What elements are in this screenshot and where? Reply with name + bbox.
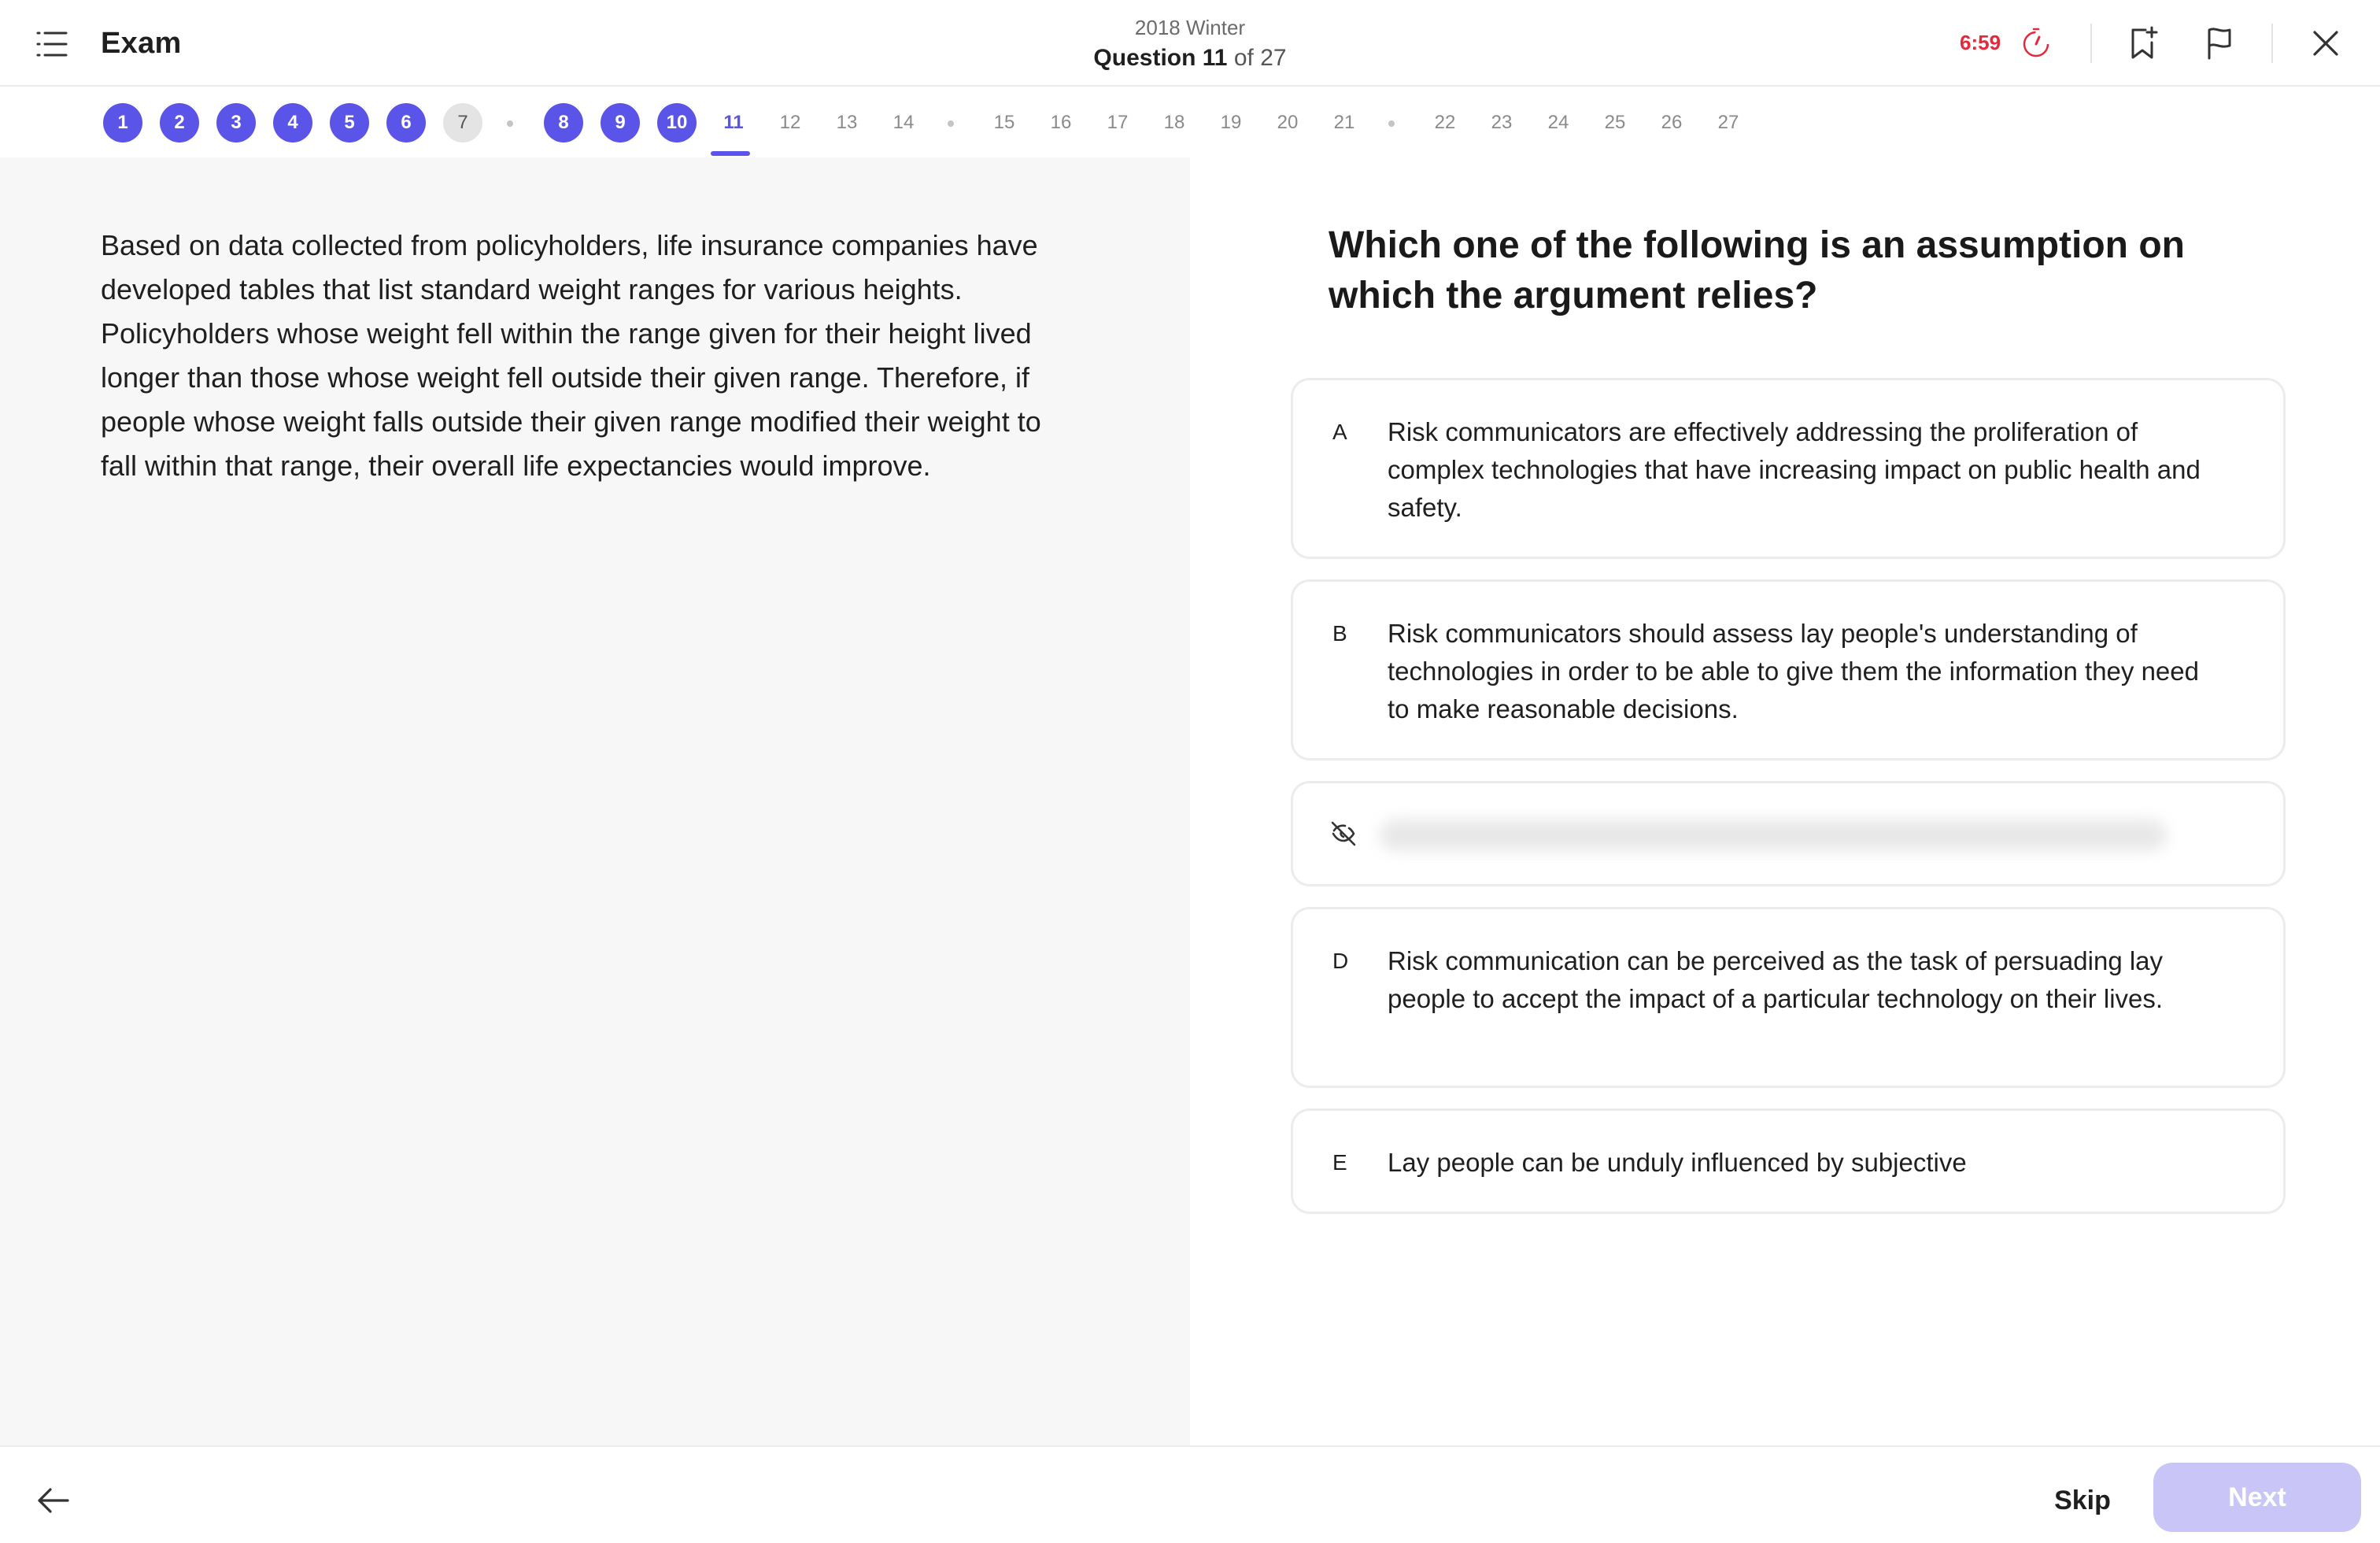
header-divider	[2271, 24, 2273, 63]
question-nav-item[interactable]: 23	[1491, 112, 1513, 133]
answer-option-c-eliminated[interactable]	[1291, 781, 2286, 886]
question-nav-item[interactable]: 7	[443, 103, 482, 142]
question-nav-item[interactable]: 20	[1277, 112, 1299, 133]
option-letter: D	[1332, 949, 1349, 973]
answer-option-b[interactable]	[1291, 579, 2286, 760]
eye-off-icon[interactable]	[1328, 818, 1359, 849]
question-nav-item[interactable]: 22	[1434, 112, 1456, 133]
question-total: of 27	[1233, 45, 1287, 71]
exam-info	[1033, 14, 1347, 76]
exam-term: 2018 Winter	[1134, 16, 1246, 39]
answer-option-e[interactable]	[1291, 1108, 2286, 1214]
current-question-number: 11	[1202, 45, 1228, 71]
header-divider	[2090, 24, 2092, 63]
bookmark-add-icon[interactable]	[2123, 24, 2163, 63]
question-nav-item[interactable]: 16	[1050, 112, 1072, 133]
question-nav-item[interactable]: 5	[330, 103, 369, 142]
hidden-option-text	[1380, 820, 2167, 851]
question-nav-item[interactable]: 8	[544, 103, 583, 142]
question-nav-item[interactable]: 17	[1107, 112, 1129, 133]
question-counter	[1033, 41, 1347, 76]
app-title: Exam	[101, 27, 182, 60]
back-arrow-icon[interactable]	[35, 1482, 72, 1519]
question-nav-item[interactable]: 25	[1604, 112, 1626, 133]
question-nav-item[interactable]: 14	[893, 112, 915, 133]
question-nav-item[interactable]: 24	[1547, 112, 1569, 133]
option-text: Risk communicators should assess lay people's understanding of technologies in order to be able to give them the information they need to make reasonable decisions.	[1388, 619, 2199, 723]
section-separator-dot	[948, 120, 954, 127]
section-separator-dot	[1388, 120, 1395, 127]
answer-option-a[interactable]	[1291, 378, 2286, 559]
bottom-bar	[0, 1445, 2380, 1543]
question-nav-item[interactable]: 3	[216, 103, 256, 142]
question-label: Question	[1093, 45, 1196, 71]
option-letter: E	[1332, 1150, 1347, 1175]
option-letter: A	[1332, 420, 1347, 444]
question-nav-item[interactable]: 18	[1163, 112, 1185, 133]
option-text: Lay people can be unduly influenced by subjective	[1388, 1148, 1967, 1177]
stopwatch-icon[interactable]	[2020, 26, 2053, 59]
option-text: Risk communicators are effectively addressing the proliferation of complex technologies that have increasing impact on public health and safety.	[1388, 417, 2201, 522]
passage-pane	[0, 157, 1190, 1445]
answer-option-d[interactable]	[1291, 907, 2286, 1088]
question-nav-item[interactable]: 10	[657, 103, 697, 142]
question-nav-item[interactable]: 21	[1333, 112, 1355, 133]
question-nav-item[interactable]: 11	[723, 112, 744, 133]
passage-text: Based on data collected from policyholders, life insurance companies have developed tables that list standard weight ranges for various heights. Policyholders whose weight fell within the range given for their height lived longer than those whose weight fell outside their given range. Therefore, if people whose weight falls outside their given range modified their weight to fall within that range, their overall life expectancies would improve.	[101, 229, 1041, 482]
question-nav-item[interactable]: 13	[836, 112, 858, 133]
question-nav-item[interactable]: 2	[160, 103, 199, 142]
top-bar	[0, 0, 2380, 87]
question-nav-item[interactable]: 4	[273, 103, 312, 142]
timer-display: 6:59	[1960, 31, 2001, 54]
question-nav-item[interactable]: 9	[601, 103, 640, 142]
question-nav-item[interactable]: 12	[779, 112, 801, 133]
close-icon[interactable]	[2306, 24, 2345, 63]
question-nav-item[interactable]: 26	[1661, 112, 1683, 133]
question-nav-item[interactable]: 27	[1717, 112, 1739, 133]
menu-icon[interactable]	[35, 27, 69, 61]
question-nav-item[interactable]: 1	[103, 103, 142, 142]
section-separator-dot	[507, 120, 513, 127]
question-pane	[1190, 157, 2380, 1445]
option-text: Risk communication can be perceived as the task of persuading lay people to accept the impact of a particular technology on their lives.	[1388, 946, 2164, 1013]
question-nav-item[interactable]: 19	[1220, 112, 1242, 133]
question-stem: Which one of the following is an assumption on which the argument relies?	[1329, 224, 2185, 316]
skip-button[interactable]: Skip	[2035, 1467, 2130, 1534]
question-nav-item[interactable]: 6	[386, 103, 426, 142]
question-navigator	[0, 88, 2380, 157]
next-button[interactable]: Next	[2153, 1463, 2361, 1532]
current-question-indicator	[711, 151, 750, 156]
question-nav-item[interactable]: 15	[993, 112, 1015, 133]
flag-icon[interactable]	[2200, 24, 2239, 63]
option-letter: B	[1332, 621, 1347, 646]
